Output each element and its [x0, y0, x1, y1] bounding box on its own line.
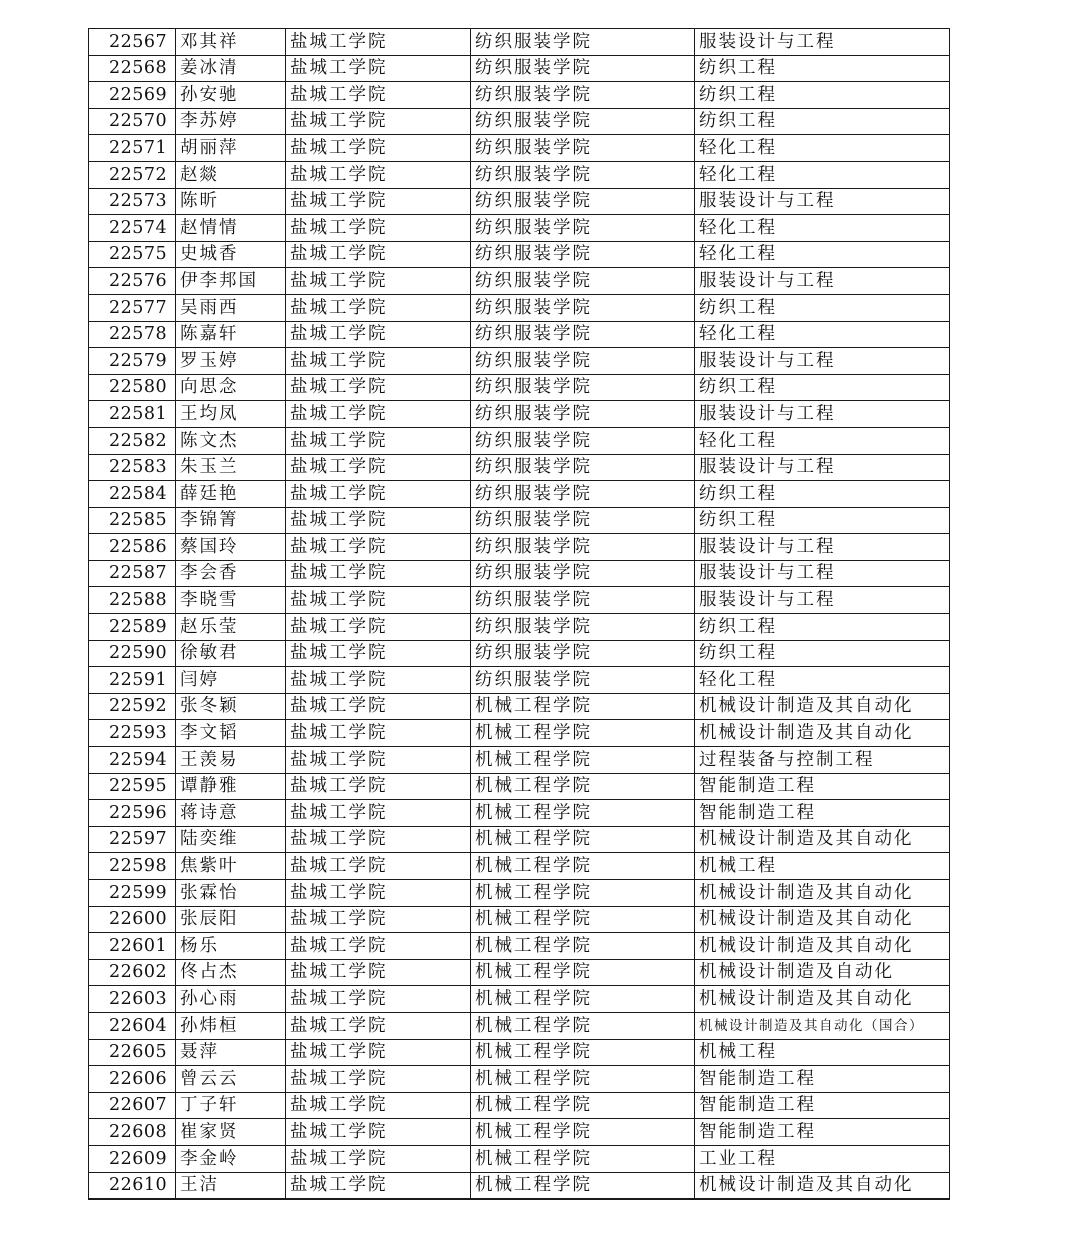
student-name-cell: 赵情情: [176, 215, 286, 242]
table-row: [89, 108, 950, 135]
table-row: [89, 1172, 950, 1199]
table-row: [89, 880, 950, 907]
student-id-cell: 22588: [89, 587, 176, 614]
table-row: [89, 29, 950, 56]
college-cell: 机械工程学院: [471, 933, 695, 960]
table-row: [89, 1145, 950, 1172]
major-cell: 纺织工程: [695, 481, 950, 508]
student-id-cell: 22607: [89, 1092, 176, 1119]
table-row: [89, 1039, 950, 1066]
school-cell: 盐城工学院: [286, 1172, 471, 1199]
table-row: [89, 374, 950, 401]
student-name-cell: 焦紫叶: [176, 853, 286, 880]
student-name-cell: 陆奕维: [176, 826, 286, 853]
college-cell: 纺织服装学院: [471, 667, 695, 694]
table-row: [89, 640, 950, 667]
college-cell: 机械工程学院: [471, 1066, 695, 1093]
student-name-cell: 史城香: [176, 241, 286, 268]
student-id-cell: 22583: [89, 454, 176, 481]
school-cell: 盐城工学院: [286, 614, 471, 641]
major-cell: 轻化工程: [695, 215, 950, 242]
major-cell: 智能制造工程: [695, 1119, 950, 1146]
major-cell: 服装设计与工程: [695, 188, 950, 215]
college-cell: 纺织服装学院: [471, 161, 695, 188]
major-cell: 纺织工程: [695, 82, 950, 109]
table-row: [89, 773, 950, 800]
school-cell: 盐城工学院: [286, 454, 471, 481]
student-name-cell: 李会香: [176, 560, 286, 587]
school-cell: 盐城工学院: [286, 534, 471, 561]
roster-body: [89, 29, 950, 1200]
college-cell: 纺织服装学院: [471, 135, 695, 162]
student-id-cell: 22600: [89, 906, 176, 933]
table-row: [89, 693, 950, 720]
major-cell: 服装设计与工程: [695, 29, 950, 56]
student-id-cell: 22590: [89, 640, 176, 667]
student-roster-table: [88, 28, 950, 1200]
college-cell: 机械工程学院: [471, 1012, 695, 1039]
student-id-cell: 22606: [89, 1066, 176, 1093]
student-name-cell: 丁子轩: [176, 1092, 286, 1119]
table-row: [89, 507, 950, 534]
student-name-cell: 佟占杰: [176, 959, 286, 986]
major-cell: 机械设计制造及其自动化: [695, 693, 950, 720]
school-cell: 盐城工学院: [286, 294, 471, 321]
college-cell: 纺织服装学院: [471, 481, 695, 508]
school-cell: 盐城工学院: [286, 1145, 471, 1172]
school-cell: 盐城工学院: [286, 507, 471, 534]
table-row: [89, 1012, 950, 1039]
college-cell: 纺织服装学院: [471, 108, 695, 135]
college-cell: 纺织服装学院: [471, 82, 695, 109]
table-row: [89, 55, 950, 82]
student-id-cell: 22596: [89, 800, 176, 827]
student-name-cell: 孙安驰: [176, 82, 286, 109]
student-id-cell: 22589: [89, 614, 176, 641]
major-cell: 服装设计与工程: [695, 268, 950, 295]
student-name-cell: 徐敏君: [176, 640, 286, 667]
college-cell: 纺织服装学院: [471, 321, 695, 348]
table-row: [89, 82, 950, 109]
student-id-cell: 22610: [89, 1172, 176, 1199]
student-name-cell: 向思念: [176, 374, 286, 401]
student-id-cell: 22577: [89, 294, 176, 321]
school-cell: 盐城工学院: [286, 374, 471, 401]
table-row: [89, 747, 950, 774]
school-cell: 盐城工学院: [286, 693, 471, 720]
table-row: [89, 959, 950, 986]
major-cell: 工业工程: [695, 1145, 950, 1172]
student-id-cell: 22597: [89, 826, 176, 853]
student-id-cell: 22584: [89, 481, 176, 508]
school-cell: 盐城工学院: [286, 1012, 471, 1039]
student-id-cell: 22586: [89, 534, 176, 561]
student-id-cell: 22601: [89, 933, 176, 960]
school-cell: 盐城工学院: [286, 560, 471, 587]
major-cell: 机械设计制造及其自动化: [695, 826, 950, 853]
school-cell: 盐城工学院: [286, 587, 471, 614]
major-cell: 纺织工程: [695, 640, 950, 667]
school-cell: 盐城工学院: [286, 348, 471, 375]
major-cell: 轻化工程: [695, 427, 950, 454]
table-row: [89, 720, 950, 747]
college-cell: 机械工程学院: [471, 986, 695, 1013]
student-name-cell: 胡丽萍: [176, 135, 286, 162]
college-cell: 机械工程学院: [471, 1039, 695, 1066]
college-cell: 纺织服装学院: [471, 427, 695, 454]
table-row: [89, 800, 950, 827]
table-row: [89, 667, 950, 694]
student-id-cell: 22579: [89, 348, 176, 375]
college-cell: 机械工程学院: [471, 720, 695, 747]
table-row: [89, 560, 950, 587]
major-cell: 过程装备与控制工程: [695, 747, 950, 774]
school-cell: 盐城工学院: [286, 1039, 471, 1066]
student-name-cell: 曾云云: [176, 1066, 286, 1093]
school-cell: 盐城工学院: [286, 427, 471, 454]
college-cell: 纺织服装学院: [471, 241, 695, 268]
major-cell: 服装设计与工程: [695, 534, 950, 561]
school-cell: 盐城工学院: [286, 800, 471, 827]
college-cell: 机械工程学院: [471, 826, 695, 853]
table-row: [89, 1066, 950, 1093]
school-cell: 盐城工学院: [286, 108, 471, 135]
major-cell: 机械设计制造及自动化: [695, 959, 950, 986]
school-cell: 盐城工学院: [286, 1066, 471, 1093]
student-name-cell: 张冬颖: [176, 693, 286, 720]
student-id-cell: 22585: [89, 507, 176, 534]
student-name-cell: 杨乐: [176, 933, 286, 960]
school-cell: 盐城工学院: [286, 1119, 471, 1146]
table-row: [89, 826, 950, 853]
school-cell: 盐城工学院: [286, 241, 471, 268]
table-row: [89, 534, 950, 561]
school-cell: 盐城工学院: [286, 640, 471, 667]
table-row: [89, 215, 950, 242]
college-cell: 纺织服装学院: [471, 587, 695, 614]
student-name-cell: 邓其祥: [176, 29, 286, 56]
student-id-cell: 22581: [89, 401, 176, 428]
student-id-cell: 22608: [89, 1119, 176, 1146]
major-cell: 轻化工程: [695, 321, 950, 348]
major-cell: 智能制造工程: [695, 1092, 950, 1119]
major-cell: 服装设计与工程: [695, 454, 950, 481]
student-name-cell: 朱玉兰: [176, 454, 286, 481]
student-id-cell: 22580: [89, 374, 176, 401]
student-name-cell: 聂萍: [176, 1039, 286, 1066]
student-name-cell: 王洁: [176, 1172, 286, 1199]
student-id-cell: 22593: [89, 720, 176, 747]
student-id-cell: 22578: [89, 321, 176, 348]
student-name-cell: 陈昕: [176, 188, 286, 215]
student-name-cell: 孙炜桓: [176, 1012, 286, 1039]
student-name-cell: 陈文杰: [176, 427, 286, 454]
major-cell: 纺织工程: [695, 374, 950, 401]
school-cell: 盐城工学院: [286, 906, 471, 933]
major-cell: 机械设计制造及其自动化: [695, 880, 950, 907]
school-cell: 盐城工学院: [286, 933, 471, 960]
college-cell: 机械工程学院: [471, 1092, 695, 1119]
college-cell: 纺织服装学院: [471, 534, 695, 561]
school-cell: 盐城工学院: [286, 747, 471, 774]
college-cell: 纺织服装学院: [471, 454, 695, 481]
table-row: [89, 587, 950, 614]
student-id-cell: 22599: [89, 880, 176, 907]
college-cell: 机械工程学院: [471, 773, 695, 800]
student-id-cell: 22572: [89, 161, 176, 188]
table-row: [89, 454, 950, 481]
major-cell: 轻化工程: [695, 241, 950, 268]
school-cell: 盐城工学院: [286, 29, 471, 56]
major-cell: 纺织工程: [695, 507, 950, 534]
student-name-cell: 吴雨西: [176, 294, 286, 321]
school-cell: 盐城工学院: [286, 667, 471, 694]
college-cell: 纺织服装学院: [471, 348, 695, 375]
college-cell: 机械工程学院: [471, 800, 695, 827]
college-cell: 纺织服装学院: [471, 55, 695, 82]
student-id-cell: 22587: [89, 560, 176, 587]
college-cell: 机械工程学院: [471, 693, 695, 720]
table-row: [89, 1119, 950, 1146]
table-row: [89, 614, 950, 641]
school-cell: 盐城工学院: [286, 959, 471, 986]
student-id-cell: 22571: [89, 135, 176, 162]
student-name-cell: 李文韬: [176, 720, 286, 747]
table-row: [89, 241, 950, 268]
student-id-cell: 22567: [89, 29, 176, 56]
student-name-cell: 赵乐莹: [176, 614, 286, 641]
college-cell: 机械工程学院: [471, 906, 695, 933]
college-cell: 纺织服装学院: [471, 640, 695, 667]
student-id-cell: 22603: [89, 986, 176, 1013]
major-cell: 机械工程: [695, 1039, 950, 1066]
school-cell: 盐城工学院: [286, 853, 471, 880]
college-cell: 纺织服装学院: [471, 614, 695, 641]
major-cell: 智能制造工程: [695, 1066, 950, 1093]
school-cell: 盐城工学院: [286, 215, 471, 242]
table-row: [89, 986, 950, 1013]
school-cell: 盐城工学院: [286, 321, 471, 348]
school-cell: 盐城工学院: [286, 481, 471, 508]
college-cell: 纺织服装学院: [471, 215, 695, 242]
table-row: [89, 268, 950, 295]
college-cell: 机械工程学院: [471, 880, 695, 907]
college-cell: 纺织服装学院: [471, 294, 695, 321]
table-row: [89, 481, 950, 508]
school-cell: 盐城工学院: [286, 401, 471, 428]
major-cell: 纺织工程: [695, 108, 950, 135]
student-id-cell: 22602: [89, 959, 176, 986]
student-name-cell: 蒋诗意: [176, 800, 286, 827]
student-name-cell: 孙心雨: [176, 986, 286, 1013]
major-cell: 服装设计与工程: [695, 560, 950, 587]
college-cell: 纺织服装学院: [471, 507, 695, 534]
school-cell: 盐城工学院: [286, 880, 471, 907]
student-name-cell: 李金岭: [176, 1145, 286, 1172]
student-name-cell: 赵燚: [176, 161, 286, 188]
major-cell: 服装设计与工程: [695, 587, 950, 614]
major-cell: 服装设计与工程: [695, 401, 950, 428]
student-id-cell: 22592: [89, 693, 176, 720]
major-cell: 机械设计制造及其自动化: [695, 986, 950, 1013]
table-row: [89, 321, 950, 348]
major-cell: 机械工程: [695, 853, 950, 880]
school-cell: 盐城工学院: [286, 135, 471, 162]
college-cell: 纺织服装学院: [471, 268, 695, 295]
major-cell: 轻化工程: [695, 135, 950, 162]
college-cell: 纺织服装学院: [471, 374, 695, 401]
student-name-cell: 李苏婷: [176, 108, 286, 135]
table-row: [89, 348, 950, 375]
school-cell: 盐城工学院: [286, 55, 471, 82]
table-row: [89, 1092, 950, 1119]
major-cell: 轻化工程: [695, 161, 950, 188]
student-id-cell: 22575: [89, 241, 176, 268]
school-cell: 盐城工学院: [286, 82, 471, 109]
major-cell: 纺织工程: [695, 294, 950, 321]
college-cell: 机械工程学院: [471, 959, 695, 986]
student-name-cell: 李锦箐: [176, 507, 286, 534]
student-name-cell: 谭静雅: [176, 773, 286, 800]
major-cell: 智能制造工程: [695, 773, 950, 800]
student-id-cell: 22591: [89, 667, 176, 694]
school-cell: 盐城工学院: [286, 161, 471, 188]
student-name-cell: 张辰阳: [176, 906, 286, 933]
college-cell: 纺织服装学院: [471, 401, 695, 428]
table-row: [89, 188, 950, 215]
table-row: [89, 294, 950, 321]
college-cell: 机械工程学院: [471, 853, 695, 880]
student-name-cell: 王均凤: [176, 401, 286, 428]
major-cell: 机械设计制造及其自动化: [695, 720, 950, 747]
student-id-cell: 22570: [89, 108, 176, 135]
college-cell: 机械工程学院: [471, 1145, 695, 1172]
college-cell: 纺织服装学院: [471, 29, 695, 56]
student-name-cell: 崔家贤: [176, 1119, 286, 1146]
student-id-cell: 22582: [89, 427, 176, 454]
table-row: [89, 853, 950, 880]
major-cell: 纺织工程: [695, 55, 950, 82]
student-name-cell: 姜冰清: [176, 55, 286, 82]
table-row: [89, 933, 950, 960]
college-cell: 机械工程学院: [471, 1119, 695, 1146]
student-name-cell: 张霖怡: [176, 880, 286, 907]
student-id-cell: 22568: [89, 55, 176, 82]
student-id-cell: 22594: [89, 747, 176, 774]
major-cell: 智能制造工程: [695, 800, 950, 827]
student-name-cell: 闫婷: [176, 667, 286, 694]
college-cell: 纺织服装学院: [471, 560, 695, 587]
table-row: [89, 906, 950, 933]
table-row: [89, 161, 950, 188]
student-name-cell: 陈嘉轩: [176, 321, 286, 348]
student-name-cell: 王羡易: [176, 747, 286, 774]
college-cell: 机械工程学院: [471, 1172, 695, 1199]
school-cell: 盐城工学院: [286, 773, 471, 800]
student-id-cell: 22569: [89, 82, 176, 109]
major-cell: 机械设计制造及其自动化: [695, 906, 950, 933]
table-row: [89, 401, 950, 428]
school-cell: 盐城工学院: [286, 1092, 471, 1119]
major-cell: 纺织工程: [695, 614, 950, 641]
student-name-cell: 李晓雪: [176, 587, 286, 614]
student-id-cell: 22604: [89, 1012, 176, 1039]
student-id-cell: 22574: [89, 215, 176, 242]
student-id-cell: 22609: [89, 1145, 176, 1172]
school-cell: 盐城工学院: [286, 986, 471, 1013]
student-name-cell: 蔡国玲: [176, 534, 286, 561]
major-cell: 机械设计制造及其自动化: [695, 933, 950, 960]
student-id-cell: 22598: [89, 853, 176, 880]
student-id-cell: 22595: [89, 773, 176, 800]
school-cell: 盐城工学院: [286, 268, 471, 295]
college-cell: 机械工程学院: [471, 747, 695, 774]
college-cell: 纺织服装学院: [471, 188, 695, 215]
major-cell: 机械设计制造及其自动化: [695, 1172, 950, 1199]
student-id-cell: 22605: [89, 1039, 176, 1066]
student-id-cell: 22573: [89, 188, 176, 215]
major-cell: 轻化工程: [695, 667, 950, 694]
major-cell: 服装设计与工程: [695, 348, 950, 375]
major-cell: 机械设计制造及其自动化（国合）: [695, 1012, 950, 1039]
student-name-cell: 罗玉婷: [176, 348, 286, 375]
school-cell: 盐城工学院: [286, 188, 471, 215]
table-row: [89, 427, 950, 454]
school-cell: 盐城工学院: [286, 720, 471, 747]
table-row: [89, 135, 950, 162]
school-cell: 盐城工学院: [286, 826, 471, 853]
student-id-cell: 22576: [89, 268, 176, 295]
student-name-cell: 薛廷艳: [176, 481, 286, 508]
student-name-cell: 伊李邦国: [176, 268, 286, 295]
